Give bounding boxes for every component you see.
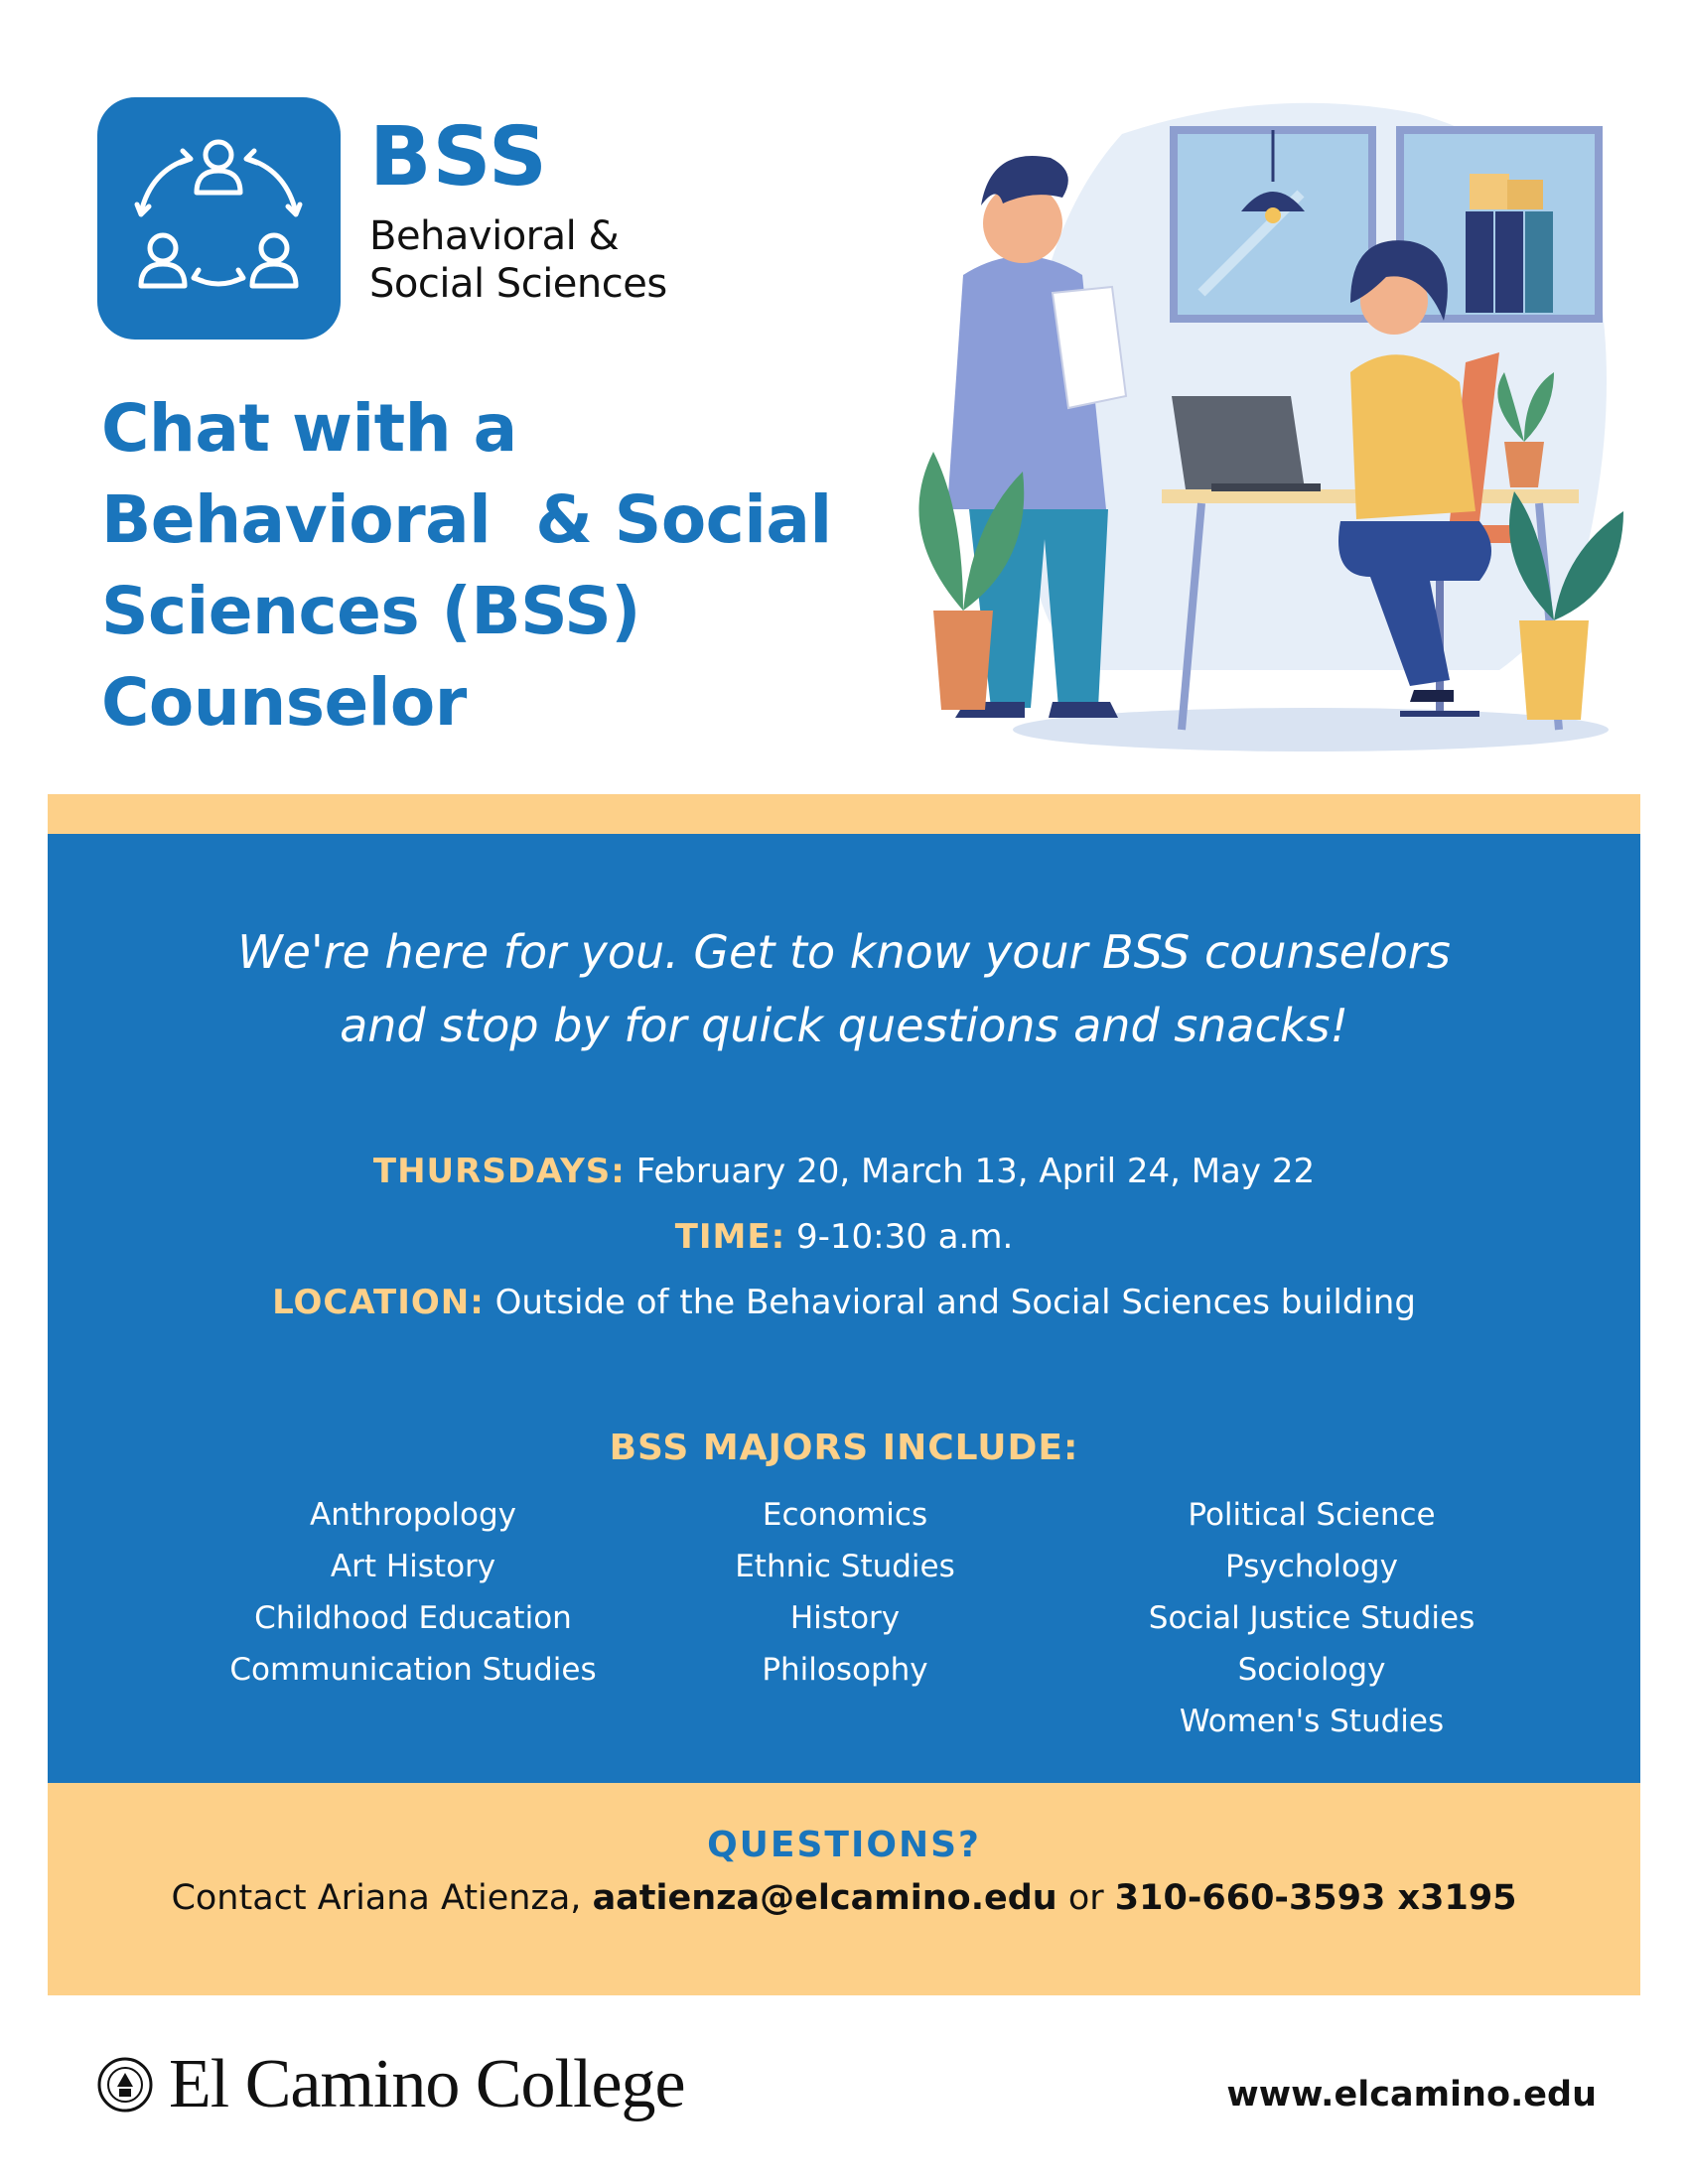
time-value: 9-10:30 a.m. (796, 1217, 1014, 1257)
title-line-3: Sciences (BSS) (101, 573, 640, 649)
intro-text (48, 915, 1640, 1062)
brand-line-2: Social Sciences (369, 261, 667, 307)
time-row (48, 1217, 1640, 1257)
list-item: Women's Studies (1179, 1704, 1445, 1739)
top-gold-band (48, 794, 1640, 834)
contact-phone[interactable]: 310-660-3593 x3195 (1114, 1878, 1517, 1918)
list-item: Anthropology (310, 1497, 516, 1533)
list-item: Philosophy (762, 1652, 928, 1688)
intro-line-2: and stop by for quick questions and snacks! (340, 999, 1348, 1052)
majors-column-2 (587, 1489, 1103, 1696)
list-item: History (789, 1600, 901, 1636)
majors-column-3 (1054, 1489, 1570, 1747)
list-item: Ethnic Studies (735, 1549, 955, 1584)
list-item: Social Justice Studies (1148, 1600, 1476, 1636)
questions-title: QUESTIONS? (707, 1825, 981, 1865)
bss-logo (97, 97, 341, 340)
location-row (48, 1283, 1640, 1322)
info-panel (48, 834, 1640, 1783)
contact-line (48, 1878, 1640, 1918)
location-label: LOCATION: (272, 1283, 485, 1322)
thursdays-label: THURSDAYS: (372, 1152, 626, 1191)
list-item: Political Science (1188, 1497, 1436, 1533)
people-cycle-icon (97, 97, 341, 340)
time-label: TIME: (674, 1217, 786, 1257)
list-item: Sociology (1237, 1652, 1386, 1688)
brand-wordmark (369, 110, 667, 308)
list-item: Art History (330, 1549, 496, 1584)
brand-abbr: BSS (369, 110, 548, 205)
thursdays-value: February 20, March 13, April 24, May 22 (635, 1152, 1316, 1191)
thursdays-row (48, 1152, 1640, 1191)
majors-title: BSS MAJORS INCLUDE: (609, 1428, 1079, 1468)
questions-band (48, 1783, 1640, 1995)
list-item: Childhood Education (254, 1600, 572, 1636)
title-line-1: Chat with a (101, 390, 517, 467)
location-value: Outside of the Behavioral and Social Sciences building (494, 1283, 1416, 1322)
college-seal-icon (97, 2057, 153, 2113)
list-item: Economics (762, 1497, 928, 1533)
title-line-4: Counselor (101, 664, 467, 741)
contact-email-link[interactable]: aatienza@elcamino.edu (592, 1878, 1057, 1918)
college-name: El Camino College (169, 2046, 685, 2122)
contact-prefix: Contact Ariana Atienza, (171, 1878, 593, 1918)
list-item: Psychology (1225, 1549, 1398, 1584)
website-link[interactable]: www.elcamino.edu (1226, 2075, 1597, 2115)
title-line-2: Behavioral & Social (101, 481, 832, 558)
brand-line-1: Behavioral & (369, 213, 620, 259)
contact-or: or (1056, 1878, 1115, 1918)
list-item: Communication Studies (229, 1652, 597, 1688)
counselor-office-illustration (914, 94, 1628, 769)
page-title (101, 383, 856, 749)
intro-line-1: We're here for you. Get to know your BSS counselors (237, 925, 1451, 979)
